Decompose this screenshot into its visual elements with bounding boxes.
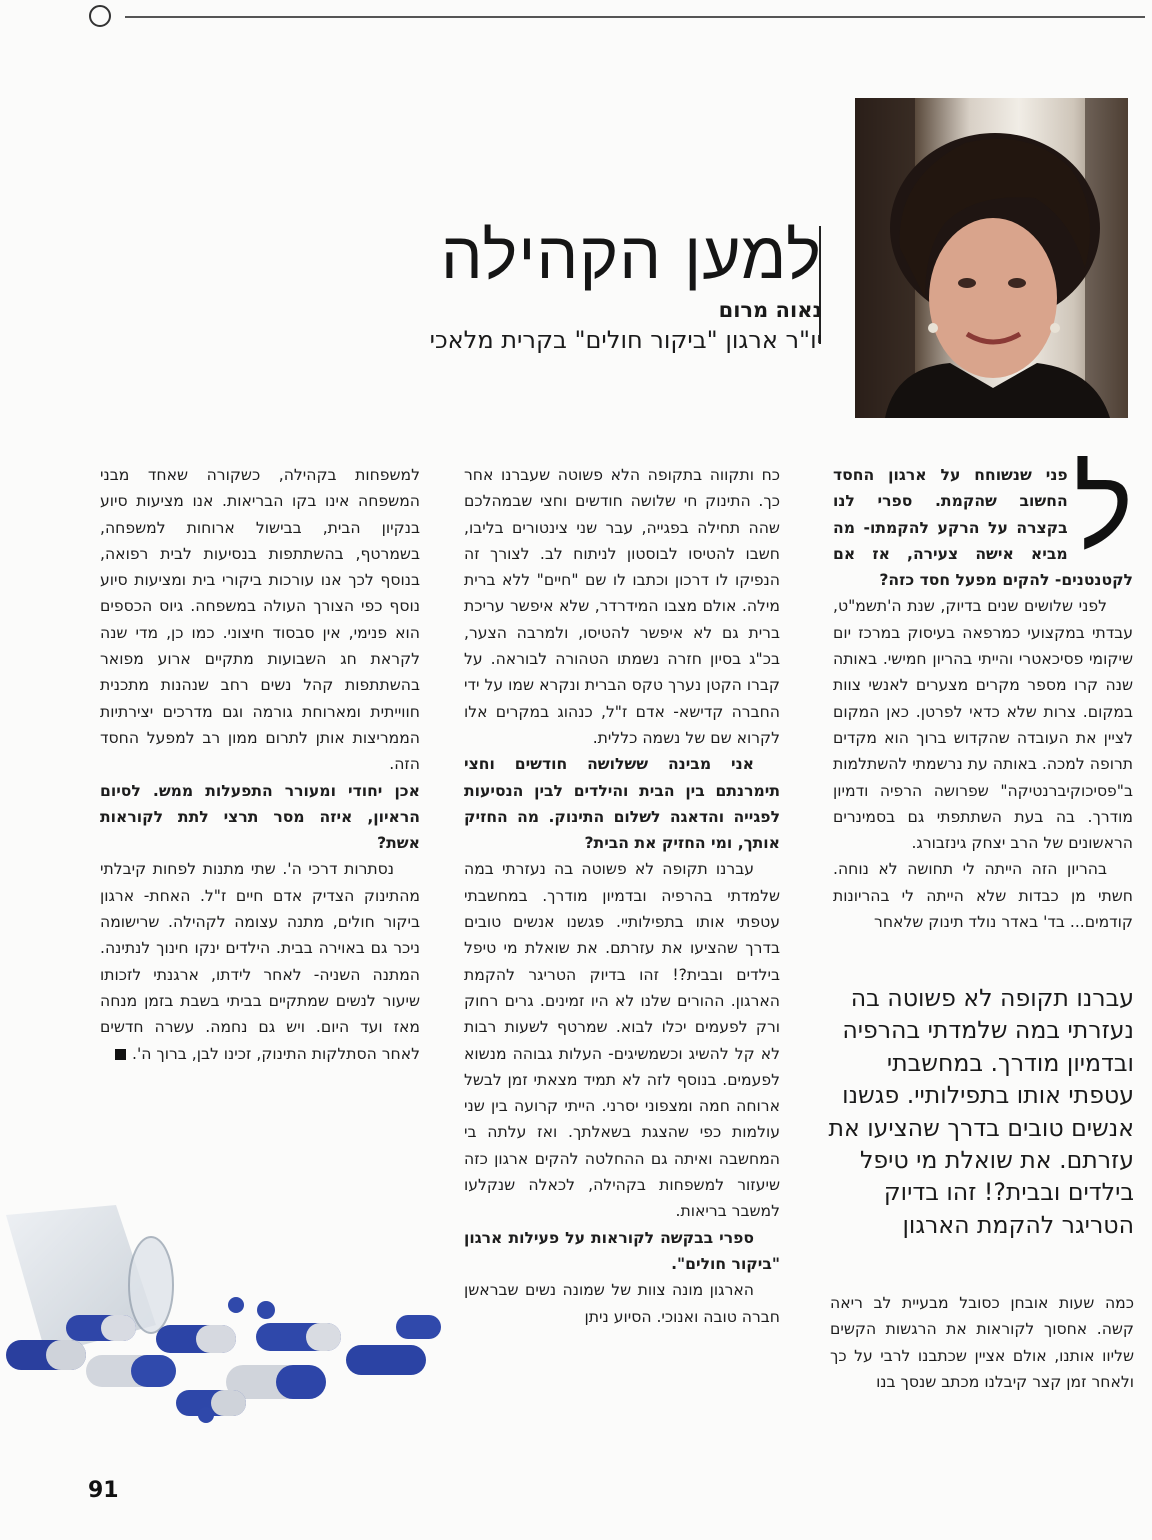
- answer-3: הארגון מונה צוות של שמונה נשים שבראשן חברה טובה ואנוכי. הסיוע ניתן: [464, 1281, 780, 1326]
- author-name: נאוה מרום: [718, 298, 822, 322]
- article-column-3: [100, 462, 420, 1067]
- end-of-article-icon: [115, 1049, 126, 1060]
- article-column-1: [833, 444, 1133, 935]
- answer-1: לפני שלושים שנים בדיוק, שנת ה'תשמ"ט, עבדתי במקצועי כמרפאה בעיסוק במרכז יום שיקומי פסיכאטרי והייתי בהריון חמישי. באותה שנה קרו מספר מקרים מצערים לאנשי צוות במקום. צרות שלא כדאי לפרטן. כאן המקום לציין את העובדה שהקדוש ברוך הוא מקדים תרופה למכה. באותה עת נרשמתי להשתלמות ב"פסיכוקיברנטיקה" שפרושה הרפיה ודמיון מודרך. בה בעת השתתפתי גם בסמינרים הראשונים של הרב יצחק גינזבורג.: [833, 597, 1133, 853]
- article-column-1-continued: [830, 1290, 1134, 1395]
- page-number: 91: [88, 1478, 119, 1503]
- pills-illustration: [6, 1205, 446, 1445]
- pills-image: [6, 1205, 446, 1445]
- header-circle-icon: [89, 5, 111, 27]
- answer-4: נסתרות דרכי ה'. שתי מתנות לפחות קיבלתי מהתינוק הצדיק אדם חיים ז"ל. האחת- ארגון ביקור חולים, מתנה עצומה לקהילה. שרישומה ניכר גם באוירה בבית. הילדים ינקו חינוך לנתינה. המתנה השניה- לאחר לידתו, ארגנתי לזכותו שיעור לנשים שמתקיים בביתי בשבת בזמן מנחה מאז ועד היום. ויש גם נחמה. עשרה חדשים לאחר הסתלקות התינוק, זכינו לבן, ברוך ה'.: [100, 860, 420, 1063]
- answer-2: עברנו תקופה לא פשוטה בה נעזרתי במה שלמדתי בהרפיה ובדמיון מודרך. במחשבתי עטפתי אותו בתפילותיי. פגשנו אנשים טובים בדרך שהציעו את עזרתם. את שואלת מי טיפל בילדים ובבית?! זהו בדיוק הטריגר להקמת הארגון. ההורים שלנו לא היו זמינים. גרים רחוק ורק לפעמים יכלו לבוא. שמרטף לשעות רבות לא קל להשיג וכשמשיגים- העלות גבוהה מנשוא לפעמים. בנוסף לזה לא תמיד מצאתי זמן לבשל ארוחה חמה ומצפוני יסרני. הייתי קרועה בין שני עולמות כפי שהצגת בשאלתך. ואז עלתה בי המחשבה ואיתה גם ההחלטה להקים ארגון כזה שיעזור למשפחות בקהילה, לכאלה שנקלעו למשבר בריאות.: [464, 860, 780, 1221]
- header-rule: [125, 16, 1145, 18]
- article-column-2: [464, 462, 780, 1330]
- question-1: פני שנשוחח על ארגון החסד החשוב שהקמת. ספרי לנו בקצרה על הרקע להקמתו- מה מביא אישה צעירה, אז אם לקטנטנים- להקים מפעל חסד כזה?: [833, 466, 1133, 590]
- article-title: למען הקהילה: [440, 217, 822, 294]
- question-3: ספרי בבקשה לקוראות על פעילות ארגון "ביקור חולים".: [464, 1228, 780, 1273]
- answer-1b: בהריון הזה הייתה לי תחושה לא נוחה. חשתי מן כבדות שלא הייתה לי בהריונות קודמים... בד' באדר נולד תינוק שלאחר: [833, 860, 1133, 932]
- question-4: אכן יחודי ומעורר התפעלות ממש. לסיום הראיון, איזה מסר תרצי לתת לקוראות אשת?: [100, 781, 420, 853]
- paragraph-2-1: כח ותקווה בתקופה הלא פשוטה שעברנו אחר כך. התינוק חי שלושה חודשים וחצי שבמהלכם שהה תחילה בפגייה, עבר שני צינטורים בליבו, חשבו להטיסו לבוסטון לניתוח לב. לצורך זה הנפיקו לו דרכון וכתבו לו שם "חיים" ללא ברית מילה. אולם מצבו המידרדר, שלא איפשר עריכת ברית גם לא איפשר להטיסו, ולמרבה הצער, בכ"ג בסיון חזרה נשמתו הטהורה לבוראה. על קברו הקטן נערך טקס הברית ונקרא שמו על ידי החברה קדישא- אדם ז"ל, כנהוג במקרים אלו לקרוא שם של נשמה כללית.: [464, 466, 780, 747]
- question-2: אני מבינה ששלושה חודשים וחצי תימרנתם בין הבית והילדים לבין הנסיעות לפגייה והדאגה לשלום התינוק. מה החזיק אותך, ומי החזיק את הבית?: [464, 755, 780, 853]
- title-block: [262, 218, 822, 356]
- portrait-photo: [855, 98, 1128, 418]
- pull-quote: עברנו תקופה לא פשוטה בה נעזרתי במה שלמדתי בהרפיה ובדמיון מודרך. במחשבתי עטפתי אותו בתפילותיי. פגשנו אנשים טובים בדרך שהציעו את עזרתם. את שואלת מי טיפל בילדים ובבית?! זהו בדיוק הטריגר להקמת הארגון: [828, 984, 1134, 1239]
- portrait-illustration: [855, 98, 1128, 418]
- drop-cap: ל: [1073, 444, 1133, 574]
- author-role: יו"ר ארגון "ביקור חולים" בקרית מלאכי: [429, 326, 822, 354]
- paragraph-3-1: למשפחות בקהילה, כשקורה שאחד מבני המשפחה אינו בקו הבריאות. אנו מציעות סיוע בנקיון הבית, בבישול ארוחות למשפחה, בשמרטף, בהשתתפות בנסיעות לבית רפואה, בנוסף לכך אנו עורכות ביקורי בית ומציעות סיוע נוסף כפי הצורך העולה במשפחה. גיוס הכספים הוא פנימי, אין סבסוד חיצוני. כמו כן, מדי שנה לקראת חג השבועות מתקיים ארוע מפואר בהשתתפות קהל נשים רחב שנהנות מתכנית חווייתית ומארוחת גורמה וגם מדרכים יצירתיות הממריצות אותן לתרום ממון רב למפעל החסד הזה.: [100, 466, 420, 774]
- answer-1-continued: כמה שעות אובחן כסובל מבעיית לב ריאה קשה. אחסוך לקוראות את הרגשות הקשים שליוו אותנו, אולם אציין שכתבנו לרבי על כך ולאחר זמן קצר קיבלנו מכתב שנסך בנו: [830, 1294, 1134, 1391]
